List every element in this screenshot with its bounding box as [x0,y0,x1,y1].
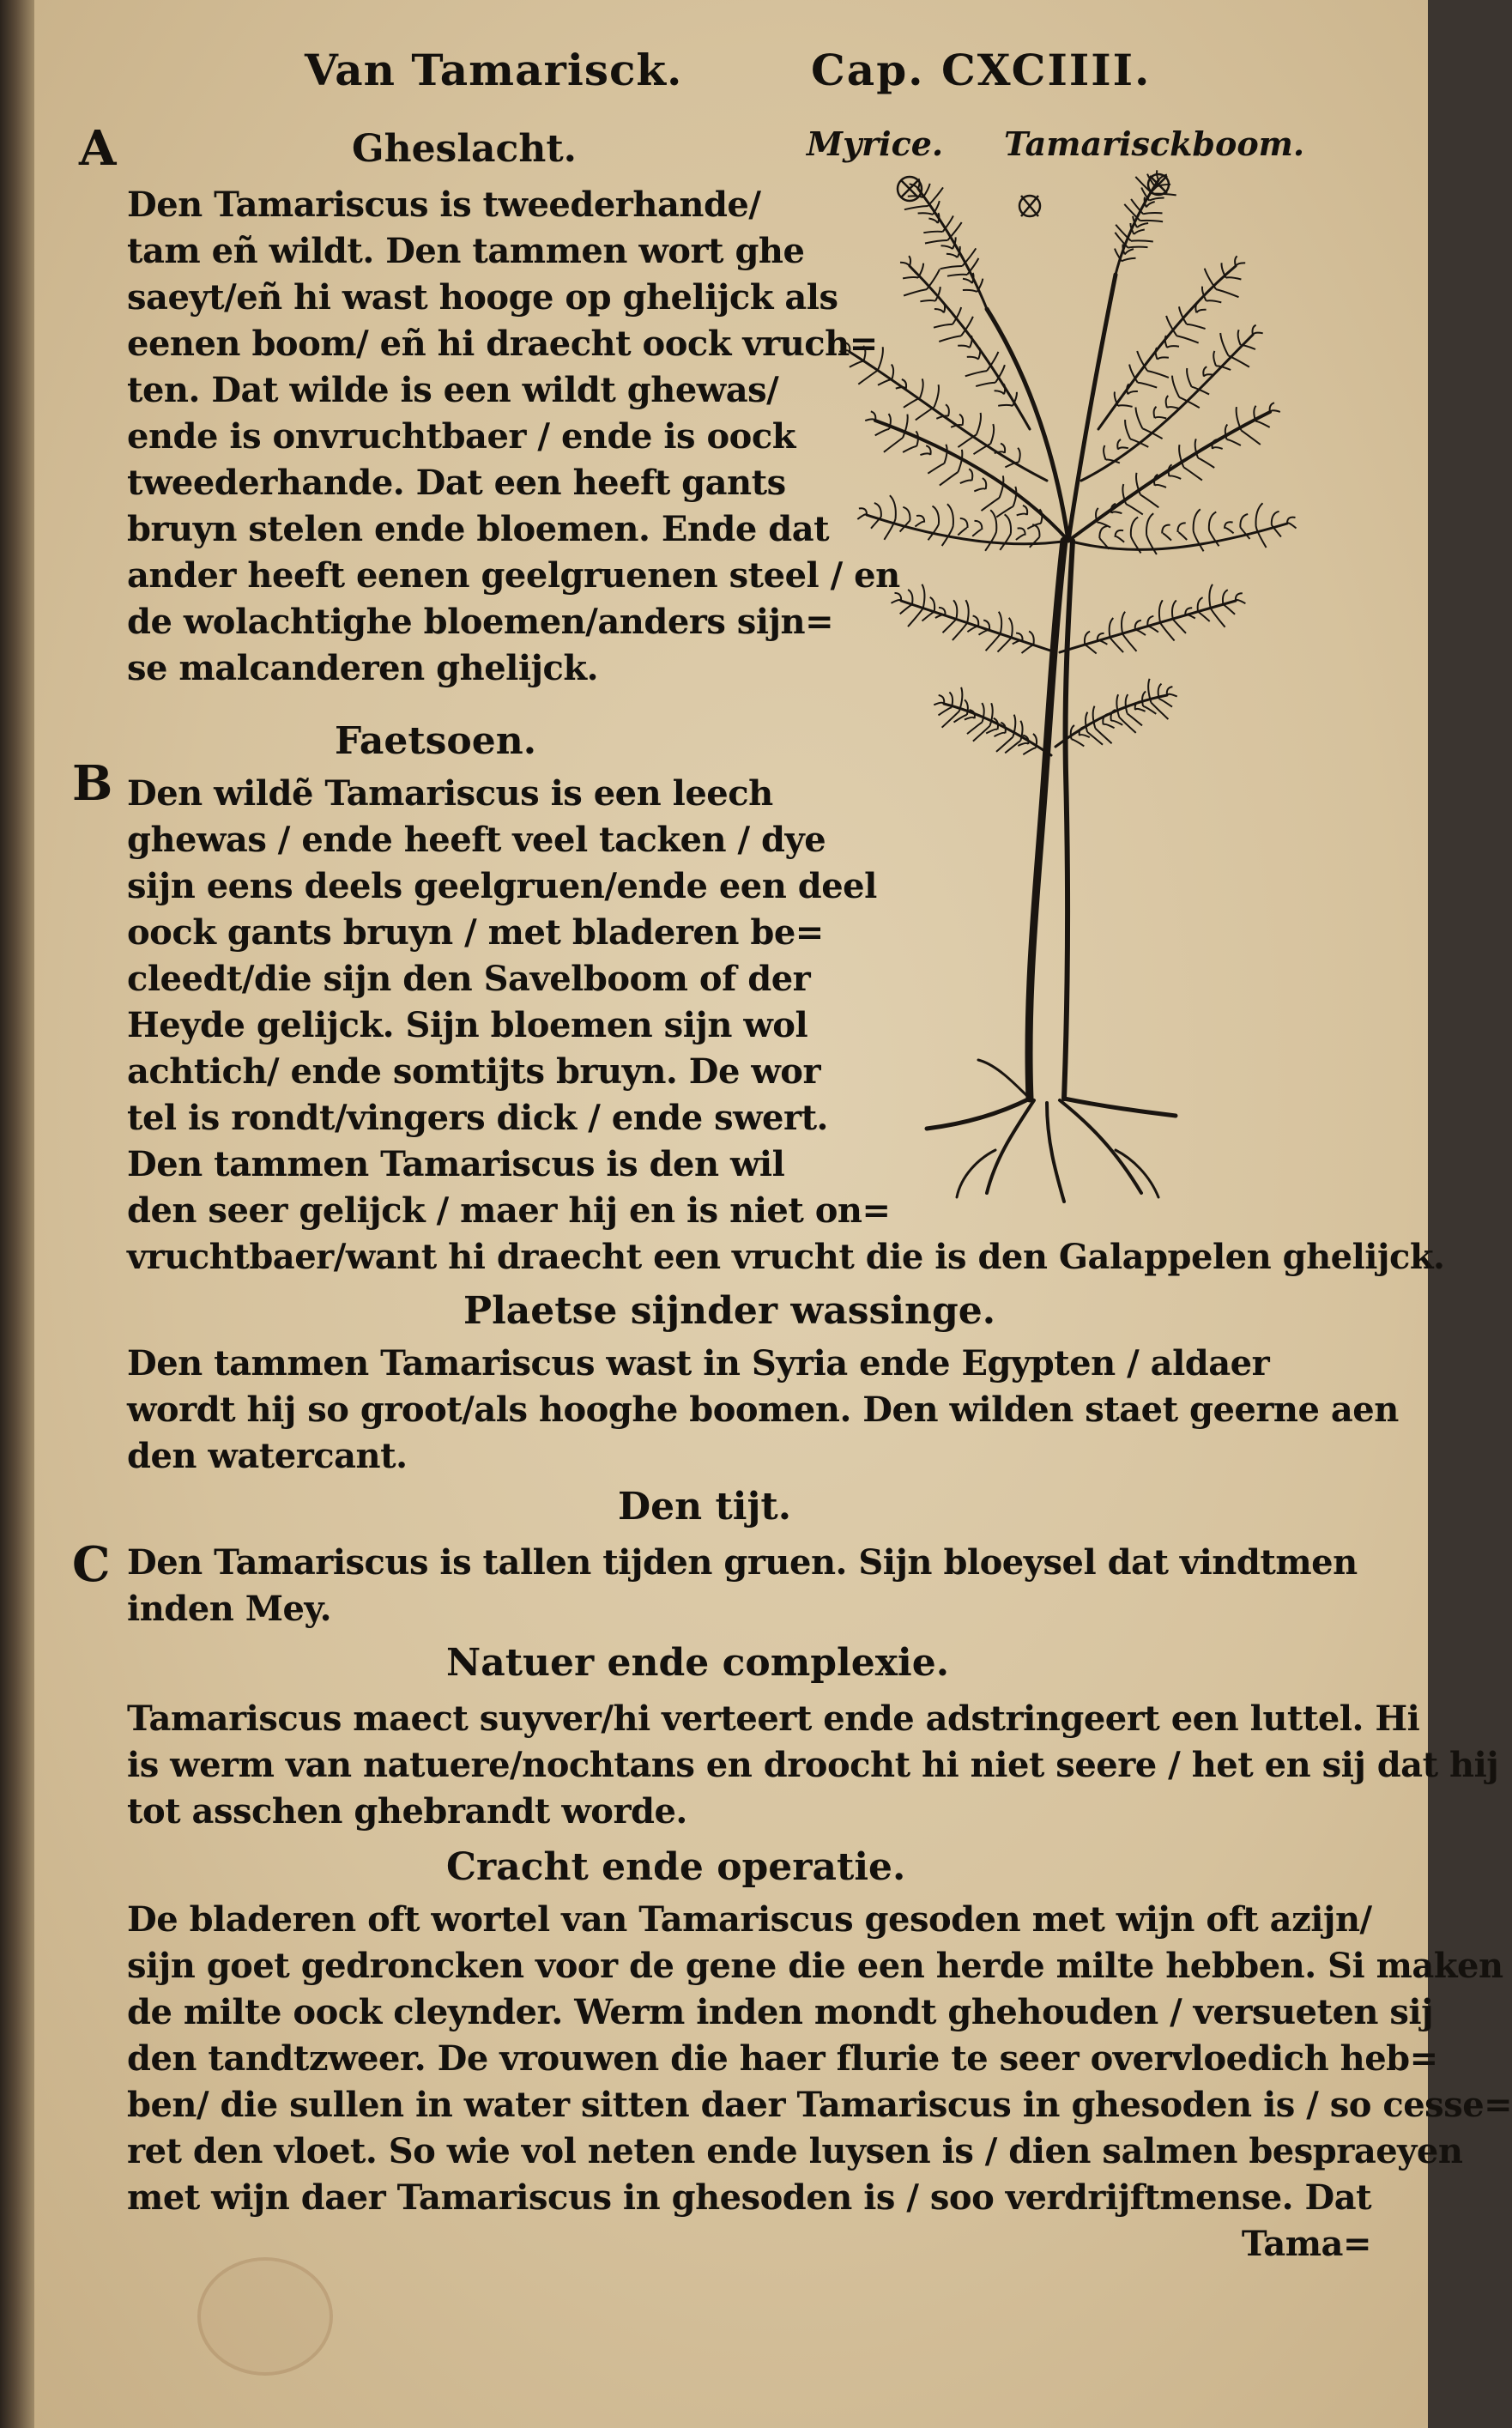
foliage-stroke [1104,724,1115,728]
text-line: Tamariscus maect suyver/hi verteert ende adstringeert een luttel. Hi [127,1698,1420,1739]
section-heading-cracht: Cracht ende operatie. [446,1845,906,1889]
foliage-stroke [874,503,881,517]
section-heading-gheslacht: Gheslacht. [352,127,577,171]
foliage-stroke [884,438,903,452]
foliage-stroke [1211,609,1225,627]
foliage-stroke [998,405,1013,406]
foliage-stroke [1178,532,1188,540]
foliage-stroke [934,703,944,705]
foliage-stroke [1131,518,1138,536]
foliage-stroke [1220,333,1228,355]
foliage-stroke [934,309,944,312]
foliage-stroke [1013,487,1017,506]
text-line: Heyde gelijck. Sijn bloemen sijn wol [127,1005,808,1045]
text-line: sijn eens deels geelgruen/ende een deel [127,866,877,906]
foliage-stroke [1000,533,1011,550]
foliage-stroke [953,600,957,619]
foliage-stroke [1187,324,1206,329]
foliage-stroke [1022,645,1034,653]
text-line: tel is rondt/vingers dick / ende swert. [127,1098,828,1138]
foliage-stroke [1140,494,1158,507]
foliage-stroke [878,379,892,385]
foliage-stroke [878,347,883,370]
foliage-stroke [963,279,972,283]
foliage-stroke [960,481,972,484]
foliage-stroke [1185,615,1194,618]
foliage-stroke [1131,240,1153,241]
foliage-stroke [1159,600,1163,622]
foliage-stroke [1177,523,1185,532]
foliage-stroke [892,365,893,380]
foliage-stroke [903,446,916,452]
text-line: den tandtzweer. De vrouwen die haer flurie te seer overvloedich heb= [127,2038,1438,2079]
foliage-stroke [1023,748,1036,754]
foliage-stroke [1228,355,1249,366]
foliage-stroke [1187,368,1191,387]
foliage-stroke [928,219,938,224]
text-line: Den tammen Tamariscus wast in Syria ende Egypten / aldaer [127,1343,1270,1384]
foliage-stroke [1236,263,1245,266]
foliage-stroke [1125,249,1134,254]
section-body-cracht [127,1897,1512,2268]
foliage-stroke [1142,692,1146,706]
foliage-stroke [1143,706,1156,714]
foliage-stroke [982,703,983,722]
foliage-stroke [1151,703,1168,719]
foliage-stroke [1128,391,1138,394]
foliage-stroke [1205,269,1216,289]
foliage-stroke [1086,712,1087,732]
foliage-stroke [1110,618,1114,638]
tamarisk-tree-woodcut [772,172,1356,1227]
section-heading-natuer: Natuer ende complexie. [446,1641,950,1685]
foliage-stroke [939,336,961,342]
foliage-stroke [969,469,972,481]
foliage-stroke [1122,634,1136,651]
foliage-stroke [904,206,928,209]
foliage-stroke [1130,439,1148,447]
water-stain [197,2257,333,2376]
foliage-stroke [974,488,985,491]
foliage-stroke [920,300,935,301]
foliage-stroke [875,429,889,435]
text-line: ander heeft eenen geelgruenen steel / en [127,555,900,596]
foliage-stroke [1213,447,1223,449]
book-binding-edge [0,0,34,2428]
foliage-stroke [1111,512,1122,513]
foliage-stroke [1128,713,1142,725]
foliage-stroke [1072,739,1085,746]
foliage-stroke [1223,604,1235,615]
foliage-stroke [1149,198,1164,201]
foliage-stroke [1167,694,1177,697]
foliage-stroke [967,627,978,632]
foliage-stroke [923,232,942,233]
foliage-stroke [1154,407,1157,418]
foliage-stroke [928,463,944,474]
foliage-stroke [1098,640,1108,645]
foliage-stroke [1134,230,1144,234]
foliage-stroke [953,623,967,640]
foliage-stroke [941,245,953,249]
text-line: ghewas / ende heeft veel tacken / dye [127,820,826,860]
text-line: den watercant. [127,1436,408,1476]
foliage-stroke [1196,310,1206,313]
section-body-natuer [127,1696,1499,1835]
foliage-stroke [1018,743,1028,746]
section-heading-tijt: Den tijt. [618,1485,792,1529]
text-line: bruyn stelen ende bloemen. Ende dat [127,509,830,549]
foliage-stroke [934,324,953,328]
foliage-stroke [1118,405,1133,407]
foliage-stroke [1115,392,1118,406]
foliage-stroke [958,528,967,536]
foliage-stroke [940,266,963,269]
running-header-title: Van Tamarisck. [305,45,683,95]
foliage-stroke [857,514,867,519]
foliage-stroke [1255,421,1270,427]
foliage-stroke [1158,357,1169,359]
foliage-stroke [947,254,958,257]
foliage-stroke [995,733,1006,736]
foliage-stroke [1241,430,1260,445]
foliage-stroke [1207,300,1222,302]
foliage-stroke [982,498,1000,511]
foliage-stroke [1155,485,1166,487]
foliage-stroke [1172,601,1176,620]
foliage-stroke [1238,330,1241,345]
foliage-stroke [1167,407,1179,409]
foliage-stroke [1170,475,1182,478]
section-body-gheslacht [127,182,900,692]
foliage-stroke [1176,336,1198,342]
text-line: is werm van natuere/nochtans en droocht hi niet seere / het en sij dat hij [127,1745,1499,1785]
text-line: oock gants bruyn / met bladeren be= [127,912,824,953]
foliage-stroke [1030,537,1040,548]
foliage-stroke [918,263,923,278]
foliage-stroke [1104,445,1106,460]
foliage-stroke [946,404,949,416]
foliage-stroke [927,269,940,289]
text-line: ten. Dat wilde is een wildt ghewas/ [127,370,779,410]
text-line: de wolachtighe bloemen/anders sijn= [127,602,834,642]
foliage-stroke [1118,447,1128,449]
foliage-stroke [965,699,968,715]
foliage-stroke [928,187,943,206]
foliage-stroke [904,289,927,295]
foliage-stroke [1125,420,1130,439]
foliage-stroke [958,346,970,348]
foliage-stroke [1005,514,1011,533]
foliage-stroke [975,521,983,530]
foliage-stroke [999,612,1001,634]
foliage-stroke [979,630,989,635]
chapter-number: Cap. CXCIIII. [811,45,1152,95]
foliage-stroke [1209,512,1216,530]
foliage-stroke [1236,600,1245,603]
text-line: ende is onvruchtbaer / ende is oock [127,416,795,457]
foliage-stroke [1240,514,1248,527]
foliage-stroke [959,415,963,426]
foliage-stroke [918,213,934,215]
text-line: de milte oock cleynder. Werm inden mondt ghehouden / versueten sij [127,1992,1434,2032]
foliage-stroke [995,391,1004,394]
text-line: ben/ die sullen in water sitten daer Tamariscus in ghesoden is / so cesse= [127,2085,1512,2125]
figure-label-dutch: Tamarisckboom. [1004,124,1305,163]
foliage-stroke [1255,503,1262,526]
foliage-stroke [1287,523,1297,528]
foliage-stroke [1016,535,1025,540]
text-line: cleedt/die sijn den Savelboom of der [127,959,811,999]
foliage-stroke [1155,417,1167,419]
foliage-stroke [1253,333,1263,335]
section-heading-plaetse: Plaetse sijnder wassinge. [463,1289,996,1333]
foliage-stroke [1213,351,1216,366]
foliage-stroke [942,711,959,728]
foliage-stroke [1146,513,1153,535]
foliage-stroke [1241,345,1255,349]
foliage-stroke [983,478,986,489]
foliage-stroke [947,504,953,526]
text-line: Den tammen Tamariscus is den wil [127,1144,785,1184]
foliage-stroke [908,609,923,627]
foliage-stroke [965,600,968,623]
foliage-stroke [958,450,962,472]
foliage-stroke [965,371,987,376]
foliage-stroke [923,184,930,197]
foliage-stroke [1162,525,1170,534]
margin-letter-b: B [72,755,113,812]
section-body-plaetse [127,1341,1399,1480]
foliage-stroke [967,357,978,360]
text-line: De bladeren oft wortel van Tamariscus gesoden met wijn oft azijn/ [127,1899,1372,1940]
text-line: tot asschen ghebrandt worde. [127,1791,687,1832]
foliage-stroke [1128,247,1147,248]
foliage-stroke [922,584,924,609]
foliage-stroke [1194,509,1201,530]
foliage-stroke [1143,213,1162,214]
foliage-stroke [965,718,975,720]
foliage-stroke [943,215,953,232]
text-line: se malcanderen ghelijck. [127,648,598,688]
foliage-stroke [947,275,967,276]
foliage-stroke [1226,277,1242,279]
foliage-stroke [1147,371,1169,378]
foliage-stroke [976,383,995,386]
foliage-stroke [1017,514,1027,516]
foliage-stroke [1172,376,1179,397]
text-line: Den Tamariscus is tweederhande/ [127,185,761,225]
foliage-stroke [990,424,994,444]
foliage-stroke [1194,531,1204,552]
foliage-stroke [1137,223,1148,227]
foliage-stroke [1146,535,1157,554]
figure-label-latin: Myrice. [807,124,944,163]
text-line: eenen boom/ eñ hi draecht oock vruch= [127,324,878,364]
foliage-stroke [960,518,968,528]
foliage-stroke [943,619,957,633]
foliage-stroke [939,707,952,715]
foliage-stroke [1126,694,1128,713]
foliage-stroke [1080,735,1090,737]
foliage-stroke [890,495,896,518]
foliage-stroke [1216,289,1238,297]
foliage-stroke [962,248,976,266]
text-line: saeyt/eñ hi wast hooge op ghelijck als [127,277,838,318]
foliage-stroke [1099,526,1107,538]
text-line: tam eñ wildt. Den tammen wort ghe [127,231,805,271]
text-line: sijn goet gedroncken voor de gene die een herde milte hebben. Si maken [127,1946,1503,1986]
text-line: Den Tamariscus is tallen tijden gruen. Sijn bloeysel dat vindtmen [127,1542,1358,1583]
foliage-stroke [916,407,934,420]
foliage-stroke [977,413,981,435]
foliage-stroke [1085,645,1096,653]
text-line: achtich/ ende somtijts bruyn. De wor [127,1051,821,1092]
foliage-stroke [1018,448,1020,463]
foliage-stroke [1254,406,1255,421]
text-line: Den wildẽ Tamariscus is een leech [127,773,773,814]
foliage-stroke [1135,709,1146,711]
foliage-stroke [1173,619,1186,633]
foliage-stroke [1272,512,1279,525]
foliage-stroke [1167,346,1179,348]
text-line: met wijn daer Tamariscus in ghesoden is / soo verdrijftmense. Dat [127,2177,1372,2218]
foliage-stroke [958,434,977,447]
foliage-stroke [1020,721,1022,741]
foliage-stroke [934,384,939,407]
foliage-stroke [920,453,930,455]
foliage-stroke [1138,383,1158,388]
foliage-stroke [903,277,918,278]
foliage-stroke [922,612,934,621]
foliage-stroke [1160,623,1175,641]
foliage-stroke [1013,640,1023,644]
foliage-stroke [940,472,959,486]
text-line: ret den vloet. So wie vol neten ende luysen is / dien salmen bespraeyen [127,2131,1463,2171]
foliage-stroke [990,510,996,531]
section-body-tijt [127,1540,1371,1632]
foliage-stroke [1116,694,1119,718]
foliage-stroke [1148,627,1158,633]
foliage-stroke [1122,612,1125,634]
foliage-stroke [1111,721,1122,725]
foliage-stroke [863,346,865,361]
foliage-stroke [900,604,912,614]
foliage-stroke [974,444,991,454]
foliage-stroke [967,722,983,734]
foliage-stroke [963,290,977,292]
text-line: tweederhande. Dat een heeft gants [127,463,786,503]
catchword: Tama= [1241,2224,1371,2264]
foliage-stroke [986,730,997,734]
section-heading-faetsoen: Faetsoen. [335,719,537,763]
foliage-stroke [1122,258,1135,262]
foliage-stroke [1093,706,1096,729]
foliage-stroke [889,414,891,429]
text-line: inden Mey. [127,1589,332,1629]
margin-letter-c: C [72,1536,111,1593]
foliage-stroke [839,350,850,352]
foliage-stroke [892,600,902,603]
foliage-stroke [1162,533,1171,540]
foliage-stroke [908,196,923,197]
foliage-stroke [1135,630,1146,635]
foliage-stroke [903,507,910,521]
foliage-stroke [1009,618,1013,638]
foliage-stroke [920,378,923,397]
foliage-stroke [947,222,961,240]
foliage-stroke [904,398,920,408]
foliage-stroke [1116,536,1125,542]
foliage-stroke [925,240,947,244]
foliage-stroke [850,361,864,367]
margin-letter-a: A [79,120,117,177]
foliage-stroke [915,522,924,527]
foliage-stroke [858,370,878,384]
foliage-stroke [1198,458,1214,468]
foliage-stroke [959,687,962,711]
foliage-stroke [1166,396,1169,408]
foliage-stroke [1183,467,1202,480]
foliage-stroke [1000,475,1004,498]
foliage-stroke [1146,202,1155,207]
text-line: wordt hij so groot/als hooghe boomen. Den wilden staet geerne aen [127,1390,1399,1430]
foliage-stroke [900,263,910,266]
foliage-stroke [1110,638,1124,652]
foliage-stroke [967,258,978,275]
foliage-stroke [1126,504,1143,514]
foliage-stroke [1209,584,1213,609]
foliage-stroke [1225,528,1234,533]
foliage-stroke [933,506,940,524]
foliage-stroke [1227,439,1241,445]
foliage-stroke [972,530,982,536]
foliage-stroke [1159,699,1172,706]
foliage-stroke [944,445,947,463]
foliage-stroke [1198,612,1210,621]
foliage-stroke [998,638,1012,652]
text-line: vruchtbaer/want hi draecht een vrucht die is den Galappelen ghelijck. [127,1237,1445,1277]
text-line: den seer gelijck / maer hij en is niet on= [127,1190,891,1231]
foliage-stroke [1225,425,1227,440]
foliage-stroke [1136,408,1143,429]
foliage-stroke [986,634,1001,651]
